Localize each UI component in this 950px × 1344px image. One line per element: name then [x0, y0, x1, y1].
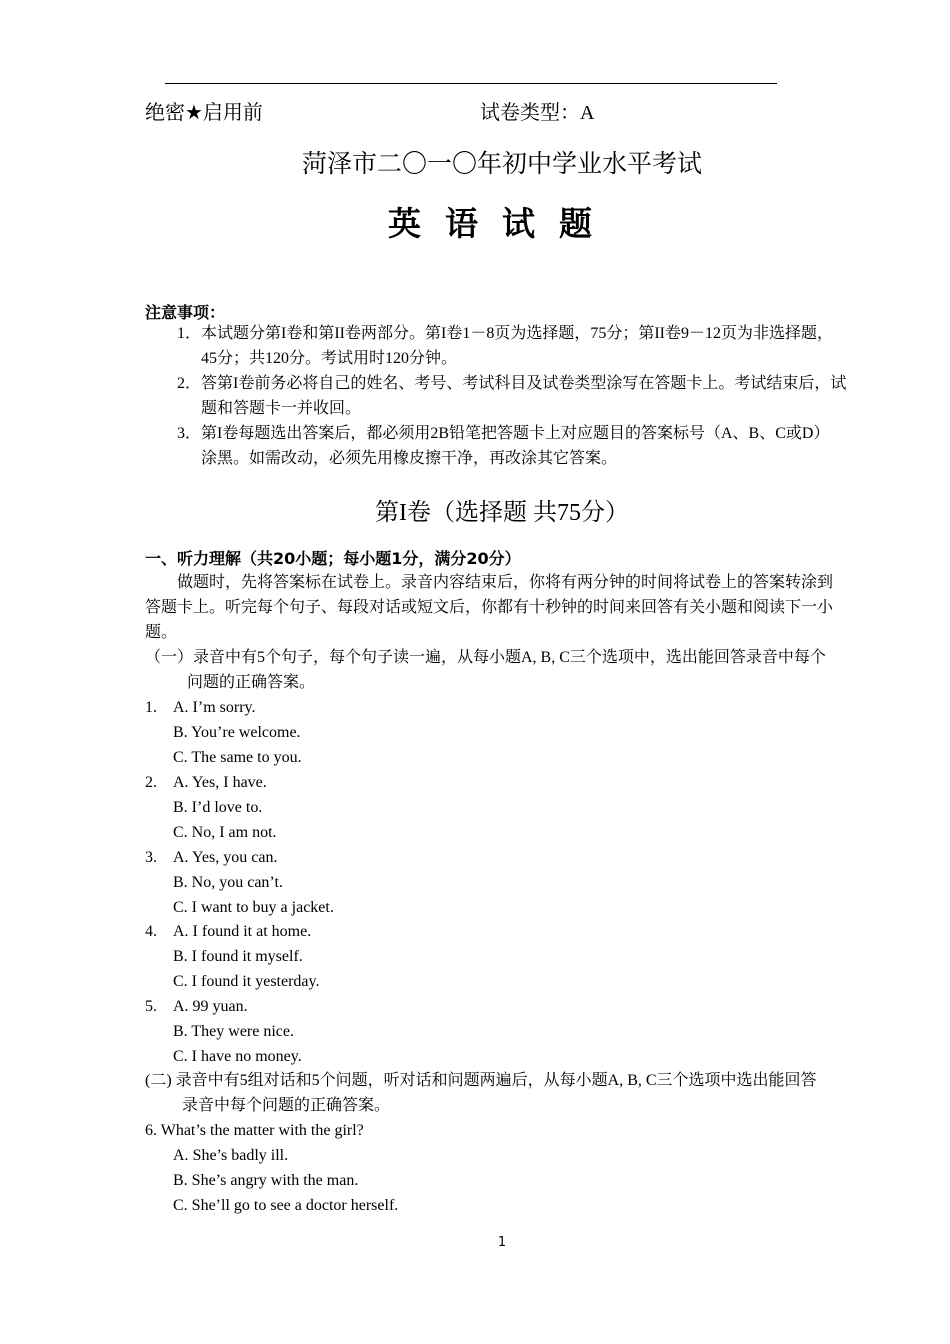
notice-item-2-line2: 题和答题卡一并收回。 [201, 400, 362, 417]
secret-label: 绝密★启用前 [145, 100, 263, 124]
intro-line-2: 答题卡上。听完每个句子、每段对话或短文后，你都有十秒钟的时间来回答有关小题和阅读下一小 [145, 599, 834, 616]
page-number: 1 [497, 1235, 507, 1250]
listening-heading: 一、听力理解（共20小题；每小题1分，满分20分） [145, 549, 521, 568]
intro-line-3: 题。 [145, 624, 178, 641]
option-c: C. I found it yesterday. [173, 973, 320, 990]
question-number: 5. [145, 998, 157, 1015]
part1-instruction-line2: 问题的正确答案。 [187, 674, 316, 691]
notice-item-1-line2: 45分；共120分。考试用时120分钟。 [201, 350, 458, 367]
option-a: A. Yes, you can. [173, 849, 278, 866]
question-number: 2. [145, 774, 157, 791]
exam-title: 菏泽市二〇一〇年初中学业水平考试 [301, 151, 702, 178]
question-6-stem: 6. What’s the matter with the girl? [145, 1122, 364, 1139]
part2-instruction-line1: (二) 录音中有5组对话和5个问题，听对话和问题两遍后，从每小题A, B, C三个选项中选出能回答 [145, 1072, 817, 1089]
subject-title: 英语试题 [388, 204, 616, 243]
option-c: C. She’ll go to see a doctor herself. [173, 1197, 399, 1214]
question-number: 3. [145, 849, 157, 866]
notice-item-3-line2: 涂黑。如需改动，必须先用橡皮擦干净，再改涂其它答案。 [201, 450, 618, 467]
option-c: C. I have no money. [173, 1048, 302, 1065]
option-a: A. She’s badly ill. [173, 1147, 289, 1164]
paper-type [480, 96, 594, 125]
notice-item-2-line1: 2．答第I卷前务必将自己的姓名、考号、考试科目及试卷类型涂写在答题卡上。考试结束后，试 [177, 375, 847, 392]
part2-instruction-line2: 录音中每个问题的正确答案。 [182, 1097, 391, 1114]
option-a: A. Yes, I have. [173, 774, 267, 791]
paper-type-value: A [580, 102, 595, 124]
option-c: C. No, I am not. [173, 824, 277, 841]
question-number: 4. [145, 923, 157, 940]
option-b: B. She’s angry with the man. [173, 1172, 359, 1189]
section-title: 第I卷（选择题 共75分） [375, 500, 629, 526]
option-a: A. 99 yuan. [173, 998, 248, 1015]
paper-type-label: 试卷类型： [480, 100, 580, 124]
option-b: B. I found it myself. [173, 948, 303, 965]
notice-item-3-line1: 3．第I卷每题选出答案后，都必须用2B铅笔把答题卡上对应题目的答案标号（A、B、C或D） [177, 425, 830, 442]
notice-item-1-line1: 1．本试题分第I卷和第II卷两部分。第I卷1－8页为选择题，75分；第II卷9－12页为非选择题， [177, 325, 833, 342]
option-b: B. You’re welcome. [173, 724, 301, 741]
option-c: C. The same to you. [173, 749, 302, 766]
part1-instruction-line1: （一）录音中有5个句子，每个句子读一遍，从每小题A, B, C三个选项中，选出能回答录音中每个 [145, 649, 826, 666]
option-a: A. I’m sorry. [173, 699, 256, 716]
option-b: B. I’d love to. [173, 799, 263, 816]
intro-line-1: 做题时，先将答案标在试卷上。录音内容结束后，你将有两分钟的时间将试卷上的答案转涂到 [177, 574, 834, 591]
header-rule [165, 83, 777, 84]
question-number: 1. [145, 699, 157, 716]
option-c: C. I want to buy a jacket. [173, 899, 334, 916]
notice-heading: 注意事项： [145, 303, 226, 322]
option-b: B. They were nice. [173, 1023, 294, 1040]
option-b: B. No, you can’t. [173, 874, 283, 891]
option-a: A. I found it at home. [173, 923, 312, 940]
